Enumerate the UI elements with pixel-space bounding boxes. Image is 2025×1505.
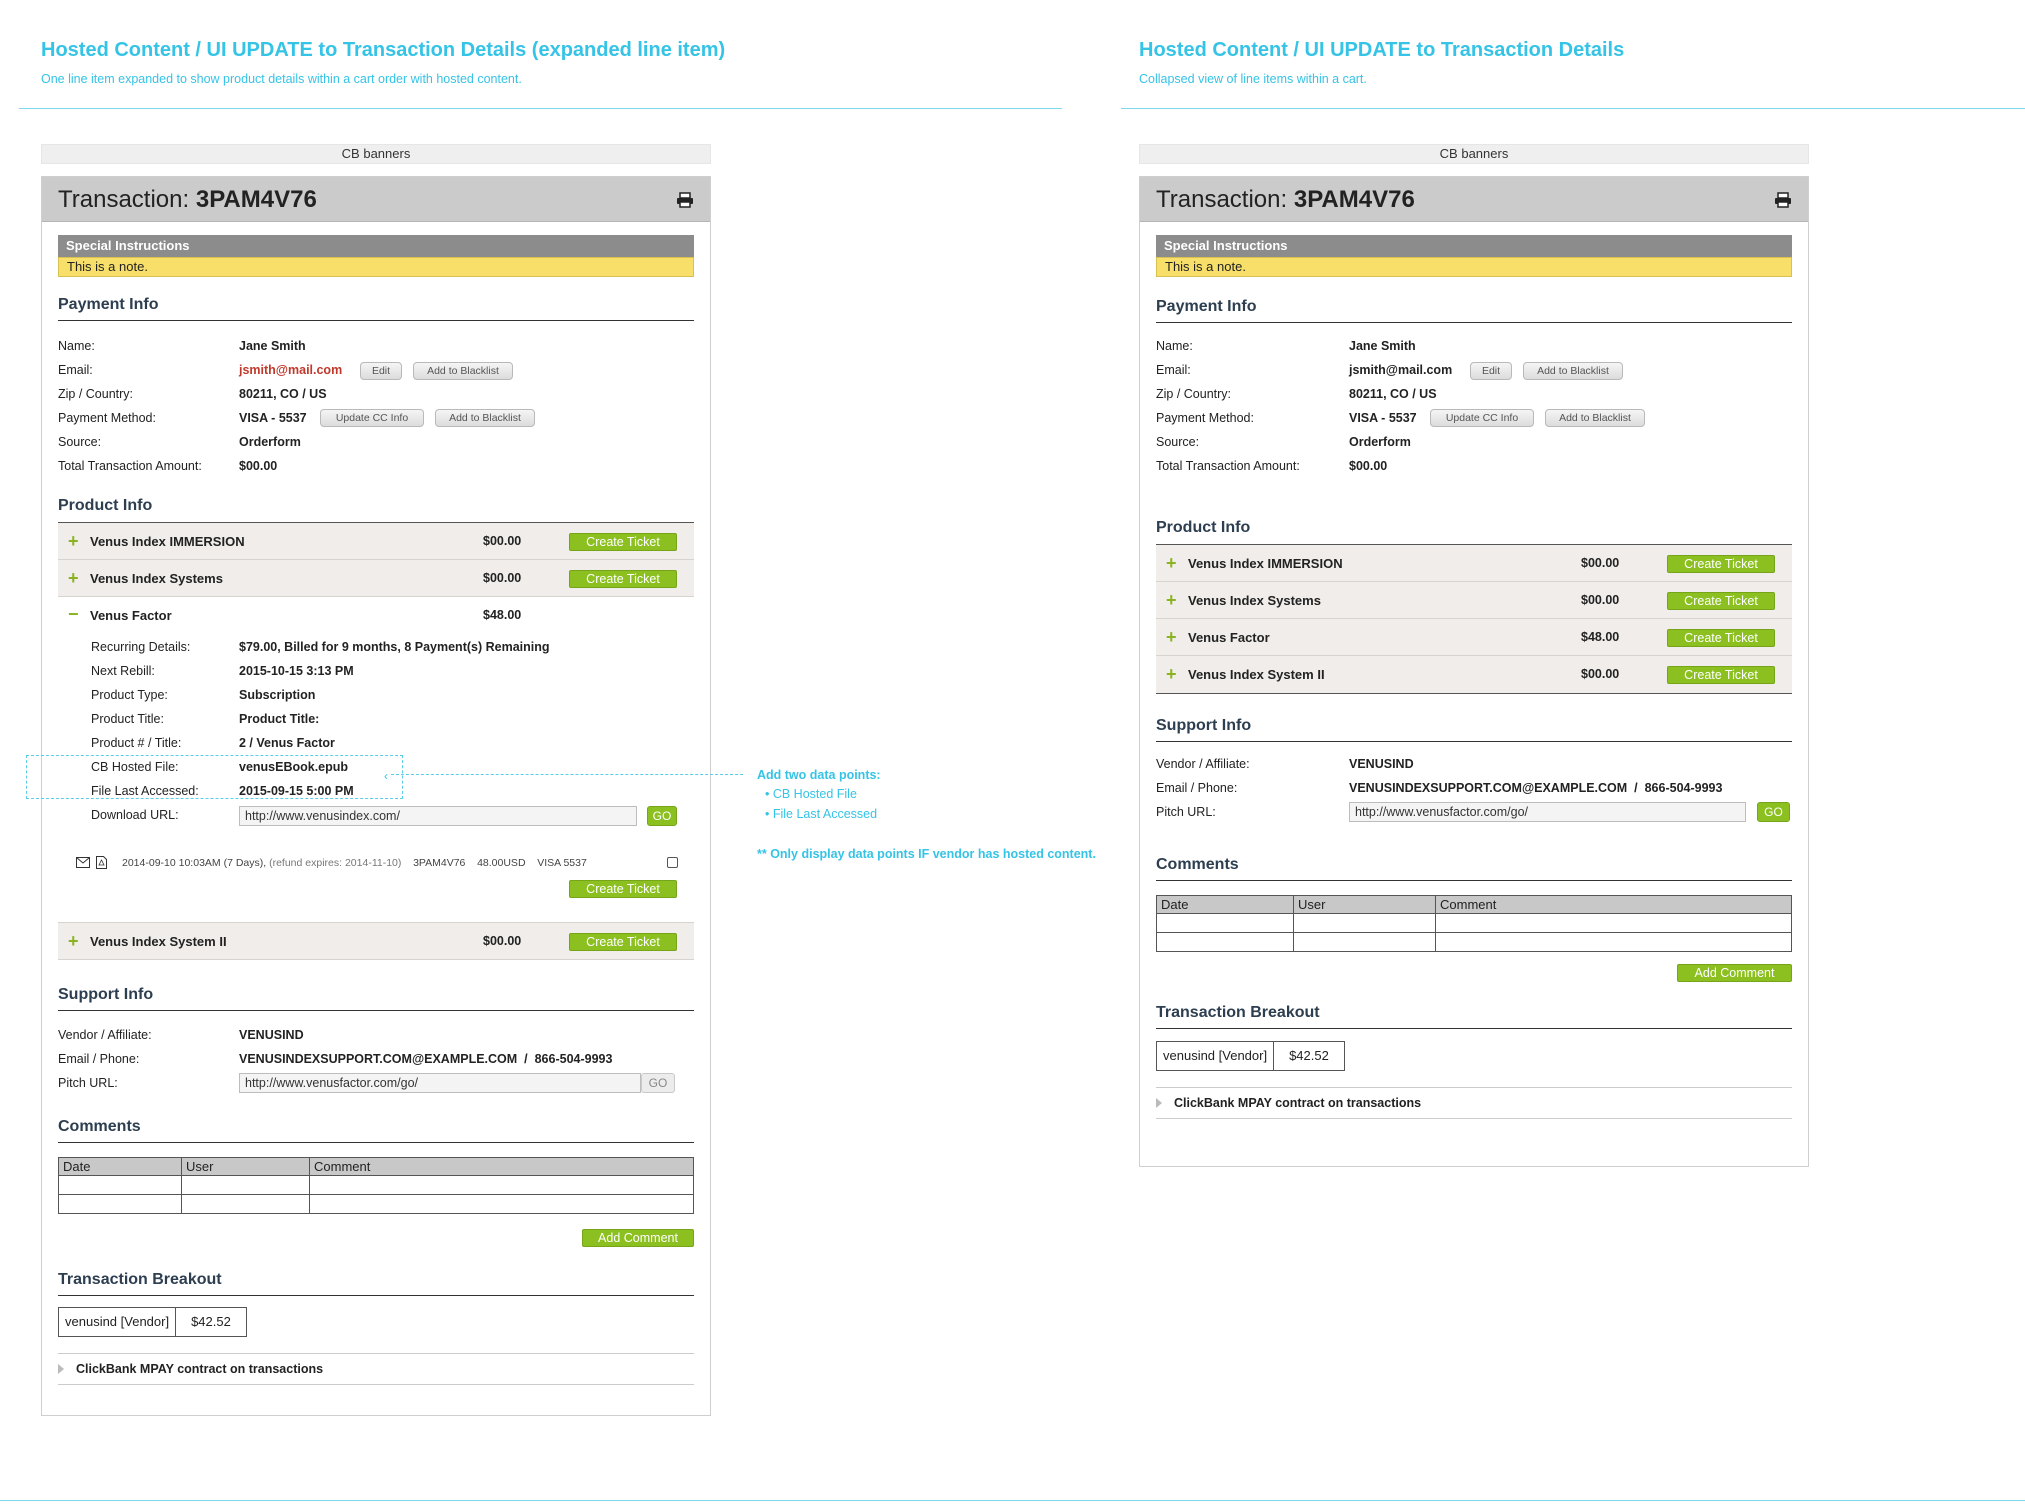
breakout-party: venusind [Vendor] bbox=[1163, 1048, 1268, 1063]
mpay-label: ClickBank MPAY contract on transactions bbox=[1174, 1096, 1422, 1110]
last-accessed-value: 2015-09-15 5:00 PM bbox=[239, 784, 354, 798]
zip-label: Zip / Country: bbox=[58, 387, 134, 401]
total-label: Total Transaction Amount: bbox=[1156, 459, 1300, 473]
create-ticket-button[interactable]: Create Ticket bbox=[1667, 629, 1775, 647]
zip-value: 80211, CO / US bbox=[1349, 387, 1437, 401]
name-value: Jane Smith bbox=[1349, 339, 1416, 353]
breakout-box bbox=[1156, 1041, 1345, 1071]
name-value: Jane Smith bbox=[239, 339, 306, 353]
pitch-url-label: Pitch URL: bbox=[1156, 805, 1216, 819]
create-ticket-button[interactable]: Create Ticket bbox=[1667, 592, 1775, 610]
payment-info-title: Payment Info bbox=[58, 296, 694, 321]
product-row[interactable] bbox=[1156, 619, 1792, 656]
add-comment-button[interactable]: Add Comment bbox=[582, 1229, 694, 1247]
total-value: $00.00 bbox=[1349, 459, 1388, 473]
product-row[interactable] bbox=[1156, 545, 1792, 582]
transaction-breakout-title: Transaction Breakout bbox=[1156, 1004, 1792, 1029]
support-email-value: VENUSINDEXSUPPORT.COM@EXAMPLE.COM / 866-504-9993 bbox=[1349, 781, 1723, 795]
breakout-party: venusind [Vendor] bbox=[65, 1314, 170, 1329]
annotation-bullet: • CB Hosted File bbox=[765, 787, 857, 801]
update-cc-button[interactable]: Update CC Info bbox=[1430, 409, 1534, 427]
edit-email-button[interactable]: Edit bbox=[1470, 362, 1512, 380]
vendor-label: Vendor / Affiliate: bbox=[1156, 757, 1250, 771]
recurring-value: $79.00, Billed for 9 months, 8 Payment(s) Remaining bbox=[239, 640, 550, 654]
left-page-subtitle: One line item expanded to show product details within a cart order with hosted content. bbox=[41, 72, 522, 86]
column-header: Comment bbox=[1436, 896, 1792, 914]
payment-info-title: Payment Info bbox=[1156, 298, 1792, 323]
table-row bbox=[1157, 933, 1792, 952]
rebill-value: 2015-10-15 3:13 PM bbox=[239, 664, 354, 678]
transaction-title: Transaction: 3PAM4V76 bbox=[58, 186, 317, 213]
product-name: Venus Index IMMERSION bbox=[90, 534, 245, 549]
transaction-checkbox[interactable] bbox=[667, 857, 678, 868]
pitch-url-input[interactable]: http://www.venusfactor.com/go/ bbox=[239, 1073, 641, 1093]
create-ticket-button[interactable]: Create Ticket bbox=[569, 933, 677, 951]
disclosure-triangle-icon[interactable] bbox=[58, 1364, 64, 1374]
column-header: Comment bbox=[310, 1158, 694, 1176]
product-name: Venus Factor bbox=[1188, 630, 1270, 645]
total-value: $00.00 bbox=[239, 459, 278, 473]
product-price: $00.00 bbox=[483, 934, 522, 948]
mpay-label: ClickBank MPAY contract on transactions bbox=[76, 1362, 324, 1376]
product-price: $00.00 bbox=[1581, 556, 1620, 570]
product-row[interactable] bbox=[58, 523, 694, 560]
special-instructions-header: Special Instructions bbox=[1156, 235, 1792, 257]
payment-method-label: Payment Method: bbox=[58, 411, 156, 425]
transaction-panel-collapsed bbox=[1139, 176, 1809, 1167]
expand-icon[interactable]: + bbox=[1166, 553, 1177, 573]
breakout-box bbox=[58, 1307, 247, 1337]
payment-method-value: VISA - 5537 bbox=[239, 411, 307, 425]
disclosure-triangle-icon[interactable] bbox=[1156, 1098, 1162, 1108]
product-number-value: 2 / Venus Factor bbox=[239, 736, 335, 750]
support-email-value: VENUSINDEXSUPPORT.COM@EXAMPLE.COM / 866-504-9993 bbox=[239, 1052, 613, 1066]
pitch-url-input[interactable]: http://www.venusfactor.com/go/ bbox=[1349, 802, 1746, 822]
vendor-value: VENUSIND bbox=[1349, 757, 1414, 771]
special-instructions-header: Special Instructions bbox=[58, 235, 694, 257]
email-value[interactable]: jsmith@mail.com bbox=[239, 363, 343, 377]
product-name: Venus Index System II bbox=[90, 934, 227, 949]
source-label: Source: bbox=[58, 435, 102, 449]
vendor-label: Vendor / Affiliate: bbox=[58, 1028, 152, 1042]
collapse-icon[interactable]: − bbox=[68, 604, 79, 624]
create-ticket-button[interactable]: Create Ticket bbox=[1667, 666, 1775, 684]
product-row[interactable] bbox=[1156, 582, 1792, 619]
pitch-go-button[interactable]: GO bbox=[641, 1073, 675, 1093]
expand-icon[interactable]: + bbox=[68, 568, 79, 588]
pitch-url-label: Pitch URL: bbox=[58, 1076, 118, 1090]
product-row[interactable] bbox=[58, 923, 694, 960]
product-row[interactable] bbox=[1156, 656, 1792, 693]
blacklist-card-button[interactable]: Add to Blacklist bbox=[435, 409, 535, 427]
product-name: Venus Index System II bbox=[1188, 667, 1325, 682]
download-url-label: Download URL: bbox=[91, 808, 179, 822]
hosted-file-label: CB Hosted File: bbox=[91, 760, 179, 774]
callout-line bbox=[391, 774, 743, 775]
footer-divider bbox=[0, 1500, 2025, 1501]
product-number-label: Product # / Title: bbox=[91, 736, 182, 750]
product-info-title: Product Info bbox=[58, 497, 153, 514]
mpay-disclosure[interactable] bbox=[1156, 1087, 1792, 1119]
breakout-amount: $42.52 bbox=[175, 1308, 246, 1336]
column-header: Date bbox=[59, 1158, 182, 1176]
product-type-value: Subscription bbox=[239, 688, 316, 702]
right-header-divider bbox=[1121, 108, 2025, 109]
email-label: Email: bbox=[58, 363, 93, 377]
comments-title: Comments bbox=[1156, 856, 1792, 881]
product-price: $00.00 bbox=[483, 534, 522, 548]
expand-icon[interactable]: + bbox=[1166, 590, 1177, 610]
pdf-icon[interactable] bbox=[96, 856, 107, 869]
table-row bbox=[59, 1176, 694, 1195]
download-url-input[interactable]: http://www.venusindex.com/ bbox=[239, 806, 637, 826]
product-title-value: Product Title: bbox=[239, 712, 320, 726]
email-value[interactable]: jsmith@mail.com bbox=[1349, 363, 1453, 377]
pitch-go-button[interactable]: GO bbox=[1757, 802, 1790, 822]
blacklist-card-button[interactable]: Add to Blacklist bbox=[1545, 409, 1645, 427]
total-label: Total Transaction Amount: bbox=[58, 459, 202, 473]
comments-table bbox=[1156, 895, 1792, 952]
email-receipt-icon[interactable] bbox=[76, 857, 90, 868]
product-price: $48.00 bbox=[1581, 630, 1620, 644]
product-info-title: Product Info bbox=[1156, 519, 1251, 536]
mpay-disclosure[interactable] bbox=[58, 1353, 694, 1385]
update-cc-button[interactable]: Update CC Info bbox=[320, 409, 424, 427]
payment-method-label: Payment Method: bbox=[1156, 411, 1254, 425]
product-name: Venus Factor bbox=[90, 608, 172, 623]
transaction-line: 2014-09-10 10:03AM (7 Days), (refund expires: 2014-11-10) 3PAM4V76 48.00USD VISA 5537 bbox=[122, 857, 587, 869]
product-list bbox=[58, 522, 694, 959]
vendor-value: VENUSIND bbox=[239, 1028, 304, 1042]
expand-icon[interactable]: + bbox=[1166, 664, 1177, 684]
blacklist-email-button[interactable]: Add to Blacklist bbox=[1523, 362, 1623, 380]
recurring-label: Recurring Details: bbox=[91, 640, 191, 654]
add-comment-button[interactable]: Add Comment bbox=[1677, 964, 1792, 982]
payment-method-value: VISA - 5537 bbox=[1349, 411, 1417, 425]
name-label: Name: bbox=[58, 339, 95, 353]
create-ticket-button[interactable]: Create Ticket bbox=[1667, 555, 1775, 573]
support-email-label: Email / Phone: bbox=[58, 1052, 140, 1066]
transaction-title: Transaction: 3PAM4V76 bbox=[1156, 186, 1415, 213]
product-name: Venus Index Systems bbox=[1188, 593, 1321, 608]
column-header: Date bbox=[1157, 896, 1294, 914]
product-price: $00.00 bbox=[483, 571, 522, 585]
product-price: $00.00 bbox=[1581, 667, 1620, 681]
product-name: Venus Index IMMERSION bbox=[1188, 556, 1343, 571]
zip-label: Zip / Country: bbox=[1156, 387, 1232, 401]
product-row[interactable] bbox=[58, 560, 694, 597]
source-value: Orderform bbox=[1349, 435, 1411, 449]
column-header: User bbox=[182, 1158, 310, 1176]
source-value: Orderform bbox=[239, 435, 301, 449]
email-label: Email: bbox=[1156, 363, 1191, 377]
left-page-title: Hosted Content / UI UPDATE to Transaction Details (expanded line item) bbox=[41, 39, 726, 61]
edit-email-button[interactable]: Edit bbox=[360, 362, 402, 380]
comments-header-row bbox=[59, 1158, 694, 1176]
support-info-title: Support Info bbox=[58, 986, 694, 1011]
column-header: User bbox=[1294, 896, 1436, 914]
breakout-amount: $42.52 bbox=[1273, 1042, 1344, 1070]
table-row bbox=[59, 1195, 694, 1214]
support-email-label: Email / Phone: bbox=[1156, 781, 1238, 795]
annotation-title: Add two data points: bbox=[757, 768, 881, 782]
left-header-divider bbox=[19, 108, 1062, 109]
special-instructions-note: This is a note. bbox=[1156, 257, 1792, 277]
right-page-title: Hosted Content / UI UPDATE to Transaction Details bbox=[1139, 39, 1625, 61]
comments-header-row bbox=[1157, 896, 1792, 914]
create-ticket-button[interactable]: Create Ticket bbox=[569, 880, 677, 898]
blacklist-email-button[interactable]: Add to Blacklist bbox=[413, 362, 513, 380]
expand-icon[interactable]: + bbox=[68, 931, 79, 951]
support-info-title: Support Info bbox=[1156, 717, 1792, 742]
highlight-box bbox=[26, 755, 403, 799]
name-label: Name: bbox=[1156, 339, 1193, 353]
last-accessed-label: File Last Accessed: bbox=[91, 784, 199, 798]
cb-banners: CB banners bbox=[41, 144, 711, 164]
source-label: Source: bbox=[1156, 435, 1200, 449]
table-row bbox=[1157, 914, 1792, 933]
cb-banners: CB banners bbox=[1139, 144, 1809, 164]
special-instructions-note: This is a note. bbox=[58, 257, 694, 277]
product-price: $48.00 bbox=[483, 608, 522, 622]
product-name: Venus Index Systems bbox=[90, 571, 223, 586]
product-title-label: Product Title: bbox=[91, 712, 164, 726]
rebill-label: Next Rebill: bbox=[91, 664, 155, 678]
comments-title: Comments bbox=[58, 1118, 694, 1143]
arrow-left-icon: ‹ bbox=[384, 769, 388, 783]
product-type-label: Product Type: bbox=[91, 688, 168, 702]
zip-value: 80211, CO / US bbox=[239, 387, 327, 401]
right-page-subtitle: Collapsed view of line items within a cart. bbox=[1139, 72, 1367, 86]
comments-table bbox=[58, 1157, 694, 1214]
expand-icon[interactable]: + bbox=[68, 531, 79, 551]
create-ticket-button[interactable]: Create Ticket bbox=[569, 533, 677, 551]
expand-icon[interactable]: + bbox=[1166, 627, 1177, 647]
product-price: $00.00 bbox=[1581, 593, 1620, 607]
annotation-note: ** Only display data points IF vendor has hosted content. bbox=[757, 847, 1096, 861]
product-list bbox=[1156, 544, 1792, 694]
annotation-bullet: • File Last Accessed bbox=[765, 807, 878, 821]
transaction-breakout-title: Transaction Breakout bbox=[58, 1271, 694, 1296]
hosted-file-value: venusEBook.epub bbox=[239, 760, 349, 774]
download-go-button[interactable]: GO bbox=[647, 806, 677, 826]
create-ticket-button[interactable]: Create Ticket bbox=[569, 570, 677, 588]
